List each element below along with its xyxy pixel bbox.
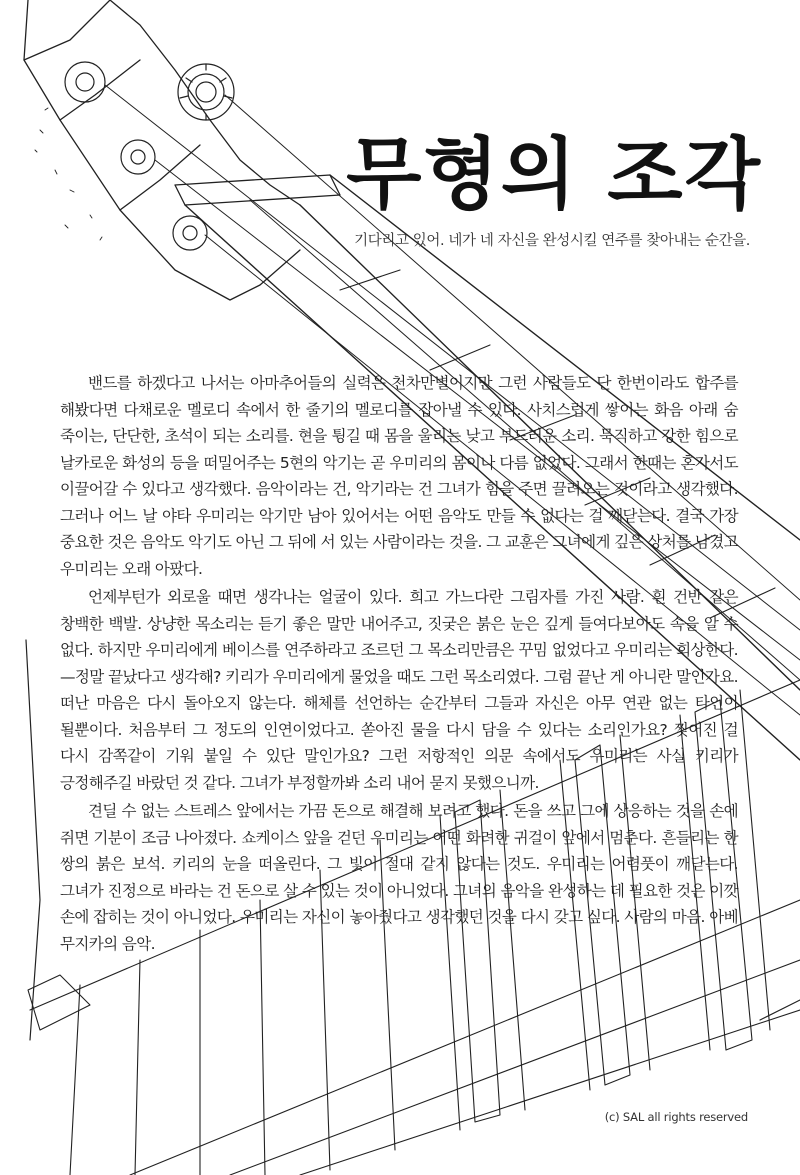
tuning-pegs [65,62,234,250]
paragraph-2: 언제부턴가 외로울 때면 생각나는 얼굴이 있다. 희고 가느다란 그림자를 가진 사람. 흰 건반 같은 창백한 백발. 상냥한 목소리는 듣기 좋은 말만 내어주고, 짓궂은 붉은 눈은 깊게 들여다보아도 속을 알 수 없다. 하지만 우미리에게 베이스를 연주하라고 조르던 그 목소리만큼은 꾸밈 없었다고 우미리는 회상한다. —정말 끝났다고 생각해? 키리가 우미리에게 물었을 때도 그런 목소리였다. 그럼 끝난 게 아니란 말인가요. 떠난 마음은 다시 돌아오지 않는다. 해체를 선언하는 순간부터 그들과 자신은 아무 연관 없는 타인이 될뿐이다. 처음부터 그 정도의 인연이었다고. 쏟아진 물을 다시 담을 수 있다는 소리인가요? 찢어진 걸 다시 감쪽같이 기워 붙일 수 있단 말인가요? 그런 저항적인 의문 속에서도 우미리는 사실 키리가 긍정해주길 바랐던 것 같다. 그녀가 부정할까봐 소리 내어 묻지 못했으니까. [60,588,738,792]
copyright-notice: (c) SAL all rights reserved [604,1110,748,1124]
nut [175,175,340,205]
subtitle: 기다리고 있어. 네가 네 자신을 완성시킬 연주를 찾아내는 순간을. [354,233,750,249]
headstock-specks [35,108,102,240]
paragraph-3: 견딜 수 없는 스트레스 앞에서는 가끔 돈으로 해결해 보려고 했다. 돈을 쓰고 그에 상응하는 것을 손에 쥐면 기분이 조금 나아졌다. 쇼케이스 앞을 걷던 우미리는 어떤 화려한 귀걸이 앞에서 멈춘다. 흔들리는 한 쌍의 붉은 보석. 키리의 눈을 떠올린다. 그 빛이 절대 같지 않다는 것도. 우미리는 어렴풋이 깨닫는다. 그녀가 진정으로 바라는 건 돈으로 살 수 있는 것이 아니었다. 그녀의 음악을 완성하는 데 필요한 것은 이깟 손에 잡히는 것이 아니었다. 우미리는 자신이 놓아줬다고 생각했던 것을 다시 갖고 싶다. 사람의 마음. 아베 무지카의 음악. [60,802,738,953]
story-body [60,370,738,959]
page-title: 무형의 조각 [346,129,762,220]
headstock-outline [24,0,300,300]
paragraph-1: 밴드를 하겠다고 나서는 아마추어들의 실력은 천차만별이지만 그런 사람들도 단 한번이라도 합주를 해봤다면 다채로운 멜로디 속에서 한 줄기의 멜로디를 잡아낼 수 있다. 사치스럽게 쌓이는 화음 아래 숨 죽이는, 단단한, 초석이 되는 소리를. 현을 튕길 때 몸을 울리는 낮고 부드러운 소리. 묵직하고 강한 힘으로 날카로운 화성의 등을 떠밀어주는 5현의 악기는 곧 우미리의 몸이나 다름 없었다. 그래서 한때는 혼자서도 이끌어갈 수 있다고 생각했다. 음악이라는 건, 악기라는 건 그녀가 힘을 주면 끌려오는 것이라고 생각했다. 그러나 어느 날 야타 우미리는 악기만 남아 있어서는 어떤 음악도 만들 수 없다는 걸 깨닫는다. 결국 가장 중요한 것은 음악도 악기도 아닌 그 뒤에 서 있는 사람이라는 것을. 그 교훈은 그녀에게 깊은 상처를 남겼고 우미리는 오래 아팠다. [60,374,738,578]
